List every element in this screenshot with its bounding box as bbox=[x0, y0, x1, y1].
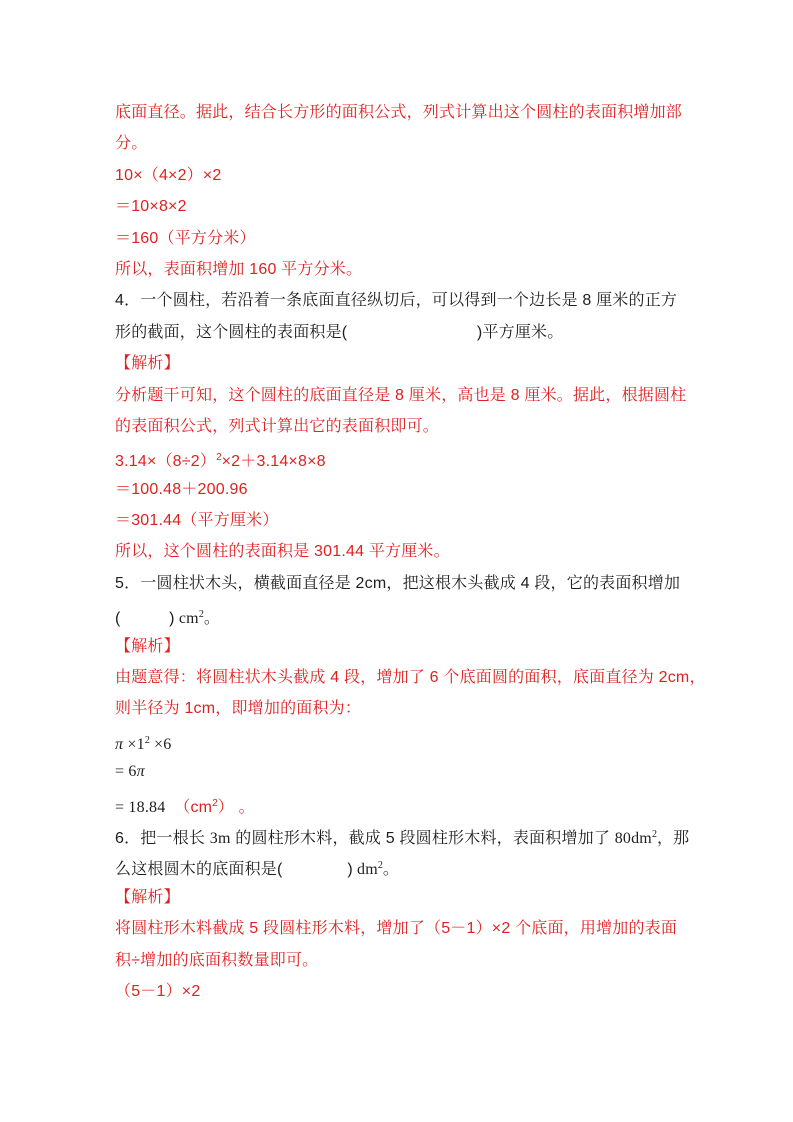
text-run: 则半径为 1cm，即增加的面积为： bbox=[115, 700, 362, 718]
text-run: 形的截面，这个圆柱的表面积是( )平方厘米。 bbox=[115, 323, 564, 341]
text-run: 由题意得：将圆柱状木头截成 4 段，增加了 6 个底面圆的面积，底面直径为 2cm， bbox=[115, 669, 706, 687]
text-run: ＝100.48＋200.96 bbox=[115, 480, 248, 498]
text-run: 3m bbox=[209, 829, 231, 847]
text-run: 。 bbox=[203, 610, 221, 628]
text-line bbox=[115, 882, 695, 913]
text-run: π bbox=[115, 735, 124, 753]
text-line bbox=[115, 599, 695, 630]
text-line bbox=[115, 285, 695, 316]
text-run: 4．一个圆柱，若沿着一条底面直径纵切后，可以得到一个边长是 8 厘米的正方 bbox=[115, 292, 678, 310]
text-run: 【解析】 bbox=[115, 355, 180, 373]
text-run: cm bbox=[174, 610, 199, 628]
text-run: ，那 bbox=[656, 829, 690, 847]
text-run: 的表面积公式，列式计算出它的表面积即可。 bbox=[115, 417, 440, 435]
text-run: 10×（4×2）×2 bbox=[115, 166, 222, 184]
text-run: ＝301.44（平方厘米） bbox=[115, 512, 279, 530]
text-line bbox=[115, 348, 695, 379]
text-line bbox=[115, 128, 695, 159]
text-line bbox=[115, 819, 695, 850]
text-line bbox=[115, 693, 695, 724]
text-run: 6．把一根长 bbox=[115, 829, 210, 847]
text-line bbox=[115, 505, 695, 536]
text-line bbox=[115, 411, 695, 442]
text-run: ×6 bbox=[149, 735, 172, 753]
text-run: 【解析】 bbox=[115, 637, 180, 655]
text-line bbox=[115, 97, 695, 128]
text-line bbox=[115, 254, 695, 285]
text-line bbox=[115, 756, 695, 787]
text-line bbox=[115, 788, 695, 819]
text-line bbox=[115, 442, 695, 473]
text-run: 。 bbox=[233, 798, 255, 816]
text-run: ＝160（平方分米） bbox=[115, 229, 256, 247]
text-run: 3.14×（8÷2） bbox=[115, 453, 217, 471]
text-line bbox=[115, 317, 695, 348]
document-content bbox=[115, 97, 706, 1007]
text-line bbox=[115, 913, 695, 944]
text-line bbox=[115, 223, 695, 254]
text-run: = 6 bbox=[115, 763, 137, 781]
text-line bbox=[115, 536, 695, 567]
text-run: ＝10×8×2 bbox=[115, 198, 187, 216]
text-run: 2 bbox=[377, 860, 383, 872]
text-run: （cm bbox=[169, 798, 213, 816]
text-line bbox=[115, 945, 695, 976]
text-run: 分析题干可知，这个圆柱的底面直径是 8 厘米，高也是 8 厘米。据此，根据圆柱 bbox=[115, 386, 687, 404]
text-line bbox=[115, 976, 695, 1007]
text-run: dm bbox=[352, 861, 378, 879]
text-run: 将圆柱形木料截成 5 段圆柱形木料，增加了（5－1）×2 个底面，用增加的表面 bbox=[115, 920, 678, 938]
text-run: 【解析】 bbox=[115, 888, 180, 906]
text-line bbox=[115, 662, 706, 693]
text-run: 2 bbox=[144, 734, 150, 746]
text-line bbox=[115, 850, 695, 881]
text-run: ） bbox=[217, 798, 234, 816]
text-run: 所以，这个圆柱的表面积是 301.44 平方厘米。 bbox=[115, 543, 450, 561]
text-run: 5．一圆柱状木头，横截面直径是 2cm，把这根木头截成 4 段，它的表面积增加 bbox=[115, 574, 681, 592]
text-line bbox=[115, 160, 695, 191]
text-run: ×1 bbox=[123, 735, 145, 753]
text-run: 么这根圆木的底面积是( ) bbox=[115, 861, 353, 879]
text-line bbox=[115, 474, 695, 505]
text-run: ( ) bbox=[115, 610, 175, 628]
text-line bbox=[115, 725, 695, 756]
text-run: 。 bbox=[382, 861, 400, 879]
text-run: 2 bbox=[216, 452, 222, 464]
text-run: 的圆柱形木料，截成 5 段圆柱形木料，表面积增加了 bbox=[230, 829, 615, 847]
text-run: = 18.84 bbox=[115, 798, 170, 816]
text-line bbox=[115, 191, 695, 222]
text-run: 底面直径。据此，结合长方形的面积公式，列式计算出这个圆柱的表面积增加部 bbox=[115, 104, 683, 121]
text-run: 2 bbox=[198, 609, 204, 621]
text-run: 2 bbox=[651, 828, 657, 840]
text-run: 所以，表面积增加 160 平方分米。 bbox=[115, 260, 363, 278]
text-run: π bbox=[136, 763, 145, 781]
text-line bbox=[115, 631, 695, 662]
text-run: 积÷增加的底面积数量即可。 bbox=[115, 951, 319, 969]
text-run: 2 bbox=[212, 797, 218, 809]
text-run: 分。 bbox=[115, 135, 148, 153]
text-run: ×2＋3.14×8×8 bbox=[221, 453, 326, 471]
text-run: （5－1）×2 bbox=[115, 982, 201, 1000]
text-line bbox=[115, 568, 695, 599]
text-line bbox=[115, 380, 695, 411]
text-run: 80dm bbox=[614, 829, 652, 847]
